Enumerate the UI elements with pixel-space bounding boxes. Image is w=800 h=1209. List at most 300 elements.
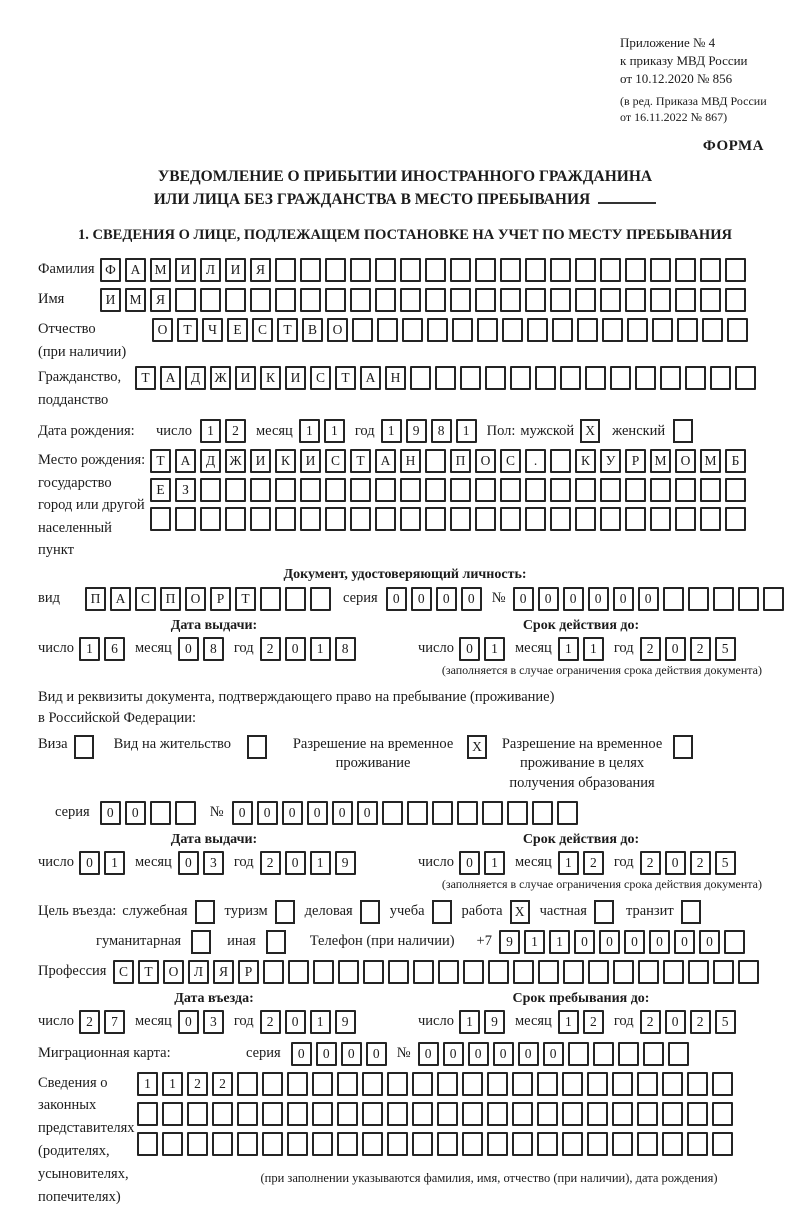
- char-cell[interactable]: 0: [563, 587, 584, 611]
- char-cell[interactable]: [612, 1072, 633, 1096]
- char-cell[interactable]: 9: [335, 851, 356, 875]
- char-cell[interactable]: [375, 288, 396, 312]
- char-cell[interactable]: 3: [203, 1010, 224, 1034]
- char-cell[interactable]: [413, 960, 434, 984]
- char-cell[interactable]: [275, 258, 296, 282]
- char-cell[interactable]: [162, 1132, 183, 1156]
- char-cell[interactable]: 0: [574, 930, 595, 954]
- char-cell[interactable]: [387, 1072, 408, 1096]
- char-cell[interactable]: [425, 507, 446, 531]
- char-cell[interactable]: [387, 1102, 408, 1126]
- char-cell[interactable]: И: [250, 449, 271, 473]
- char-cell[interactable]: [575, 478, 596, 502]
- char-cell[interactable]: [725, 258, 746, 282]
- char-cell[interactable]: [585, 366, 606, 390]
- char-cell[interactable]: [482, 801, 503, 825]
- char-cell[interactable]: М: [125, 288, 146, 312]
- char-cell[interactable]: 7: [104, 1010, 125, 1034]
- char-cell[interactable]: Л: [188, 960, 209, 984]
- char-cell[interactable]: [588, 960, 609, 984]
- char-cell[interactable]: 6: [104, 637, 125, 661]
- char-cell[interactable]: Т: [150, 449, 171, 473]
- char-cell[interactable]: [500, 288, 521, 312]
- char-cell[interactable]: [562, 1072, 583, 1096]
- char-cell[interactable]: [457, 801, 478, 825]
- char-cell[interactable]: 0: [316, 1042, 337, 1066]
- char-cell[interactable]: [512, 1102, 533, 1126]
- char-cell[interactable]: [450, 258, 471, 282]
- char-cell[interactable]: [425, 449, 446, 473]
- char-cell[interactable]: 0: [543, 1042, 564, 1066]
- char-cell[interactable]: О: [475, 449, 496, 473]
- char-cell[interactable]: [175, 288, 196, 312]
- char-cell[interactable]: 0: [459, 637, 480, 661]
- char-cell[interactable]: [687, 1072, 708, 1096]
- char-cell[interactable]: [525, 478, 546, 502]
- char-cell[interactable]: [587, 1072, 608, 1096]
- char-cell[interactable]: [410, 366, 431, 390]
- char-cell[interactable]: 2: [640, 851, 661, 875]
- char-cell[interactable]: [712, 1072, 733, 1096]
- char-cell[interactable]: [650, 258, 671, 282]
- char-cell[interactable]: [713, 587, 734, 611]
- char-cell[interactable]: [668, 1042, 689, 1066]
- char-cell[interactable]: 0: [674, 930, 695, 954]
- char-cell[interactable]: [677, 318, 698, 342]
- char-cell[interactable]: .: [525, 449, 546, 473]
- char-cell[interactable]: [638, 960, 659, 984]
- char-cell[interactable]: Н: [385, 366, 406, 390]
- char-cell[interactable]: Т: [135, 366, 156, 390]
- char-cell[interactable]: [600, 478, 621, 502]
- char-cell[interactable]: 2: [640, 1010, 661, 1034]
- char-cell[interactable]: [212, 1132, 233, 1156]
- char-cell[interactable]: Ф: [100, 258, 121, 282]
- char-cell[interactable]: 1: [558, 1010, 579, 1034]
- char-cell[interactable]: [325, 478, 346, 502]
- char-cell[interactable]: [462, 1072, 483, 1096]
- char-cell[interactable]: 1: [484, 637, 505, 661]
- char-cell[interactable]: 3: [203, 851, 224, 875]
- purpose-official-checkbox[interactable]: [195, 900, 215, 924]
- char-cell[interactable]: [313, 960, 334, 984]
- char-cell[interactable]: 0: [461, 587, 482, 611]
- char-cell[interactable]: [602, 318, 623, 342]
- char-cell[interactable]: О: [327, 318, 348, 342]
- char-cell[interactable]: [300, 288, 321, 312]
- char-cell[interactable]: [275, 478, 296, 502]
- char-cell[interactable]: 1: [137, 1072, 158, 1096]
- char-cell[interactable]: [562, 1102, 583, 1126]
- char-cell[interactable]: [388, 960, 409, 984]
- char-cell[interactable]: 1: [558, 851, 579, 875]
- char-cell[interactable]: 0: [307, 801, 328, 825]
- purpose-work-checkbox[interactable]: X: [510, 900, 530, 924]
- char-cell[interactable]: [587, 1132, 608, 1156]
- char-cell[interactable]: [475, 288, 496, 312]
- char-cell[interactable]: [137, 1102, 158, 1126]
- char-cell[interactable]: И: [285, 366, 306, 390]
- char-cell[interactable]: [250, 288, 271, 312]
- char-cell[interactable]: [377, 318, 398, 342]
- char-cell[interactable]: 0: [285, 851, 306, 875]
- char-cell[interactable]: [250, 507, 271, 531]
- char-cell[interactable]: [337, 1102, 358, 1126]
- purpose-transit-checkbox[interactable]: [681, 900, 701, 924]
- char-cell[interactable]: Ч: [202, 318, 223, 342]
- char-cell[interactable]: [500, 507, 521, 531]
- char-cell[interactable]: [525, 288, 546, 312]
- char-cell[interactable]: У: [600, 449, 621, 473]
- char-cell[interactable]: 0: [638, 587, 659, 611]
- char-cell[interactable]: Д: [185, 366, 206, 390]
- char-cell[interactable]: [150, 507, 171, 531]
- char-cell[interactable]: [438, 960, 459, 984]
- char-cell[interactable]: 0: [624, 930, 645, 954]
- char-cell[interactable]: 0: [125, 801, 146, 825]
- char-cell[interactable]: [262, 1102, 283, 1126]
- char-cell[interactable]: [362, 1072, 383, 1096]
- char-cell[interactable]: [650, 478, 671, 502]
- char-cell[interactable]: М: [150, 258, 171, 282]
- char-cell[interactable]: 0: [436, 587, 457, 611]
- char-cell[interactable]: М: [700, 449, 721, 473]
- char-cell[interactable]: [725, 507, 746, 531]
- char-cell[interactable]: [275, 288, 296, 312]
- purpose-other-checkbox[interactable]: [266, 930, 286, 954]
- char-cell[interactable]: [738, 587, 759, 611]
- char-cell[interactable]: 0: [665, 1010, 686, 1034]
- char-cell[interactable]: [262, 1072, 283, 1096]
- char-cell[interactable]: [512, 1072, 533, 1096]
- char-cell[interactable]: [537, 1132, 558, 1156]
- char-cell[interactable]: 0: [79, 851, 100, 875]
- char-cell[interactable]: М: [650, 449, 671, 473]
- char-cell[interactable]: [225, 507, 246, 531]
- char-cell[interactable]: [475, 507, 496, 531]
- char-cell[interactable]: [137, 1132, 158, 1156]
- char-cell[interactable]: [488, 960, 509, 984]
- char-cell[interactable]: [635, 366, 656, 390]
- char-cell[interactable]: 8: [335, 637, 356, 661]
- char-cell[interactable]: 0: [649, 930, 670, 954]
- char-cell[interactable]: [437, 1072, 458, 1096]
- char-cell[interactable]: 1: [200, 419, 221, 443]
- char-cell[interactable]: [687, 1132, 708, 1156]
- char-cell[interactable]: Т: [177, 318, 198, 342]
- char-cell[interactable]: [187, 1102, 208, 1126]
- char-cell[interactable]: А: [110, 587, 131, 611]
- char-cell[interactable]: [500, 258, 521, 282]
- char-cell[interactable]: [652, 318, 673, 342]
- char-cell[interactable]: 8: [203, 637, 224, 661]
- char-cell[interactable]: 0: [357, 801, 378, 825]
- char-cell[interactable]: Ж: [225, 449, 246, 473]
- char-cell[interactable]: 0: [513, 587, 534, 611]
- char-cell[interactable]: Е: [227, 318, 248, 342]
- char-cell[interactable]: [662, 1132, 683, 1156]
- char-cell[interactable]: [650, 507, 671, 531]
- char-cell[interactable]: Е: [150, 478, 171, 502]
- char-cell[interactable]: И: [225, 258, 246, 282]
- char-cell[interactable]: [618, 1042, 639, 1066]
- char-cell[interactable]: [550, 478, 571, 502]
- char-cell[interactable]: С: [310, 366, 331, 390]
- char-cell[interactable]: [187, 1132, 208, 1156]
- char-cell[interactable]: [550, 449, 571, 473]
- char-cell[interactable]: И: [100, 288, 121, 312]
- char-cell[interactable]: С: [135, 587, 156, 611]
- char-cell[interactable]: [412, 1132, 433, 1156]
- char-cell[interactable]: 1: [484, 851, 505, 875]
- char-cell[interactable]: [702, 318, 723, 342]
- char-cell[interactable]: И: [235, 366, 256, 390]
- char-cell[interactable]: Р: [238, 960, 259, 984]
- char-cell[interactable]: [150, 801, 171, 825]
- char-cell[interactable]: [712, 1102, 733, 1126]
- char-cell[interactable]: [563, 960, 584, 984]
- char-cell[interactable]: [662, 1102, 683, 1126]
- char-cell[interactable]: А: [375, 449, 396, 473]
- char-cell[interactable]: Т: [235, 587, 256, 611]
- char-cell[interactable]: 0: [178, 851, 199, 875]
- char-cell[interactable]: [350, 478, 371, 502]
- char-cell[interactable]: [212, 1102, 233, 1126]
- char-cell[interactable]: [593, 1042, 614, 1066]
- char-cell[interactable]: [325, 507, 346, 531]
- char-cell[interactable]: [627, 318, 648, 342]
- char-cell[interactable]: 0: [443, 1042, 464, 1066]
- char-cell[interactable]: А: [160, 366, 181, 390]
- char-cell[interactable]: [312, 1132, 333, 1156]
- char-cell[interactable]: 9: [499, 930, 520, 954]
- char-cell[interactable]: [338, 960, 359, 984]
- purpose-private-checkbox[interactable]: [594, 900, 614, 924]
- char-cell[interactable]: [162, 1102, 183, 1126]
- char-cell[interactable]: [287, 1102, 308, 1126]
- char-cell[interactable]: [675, 478, 696, 502]
- char-cell[interactable]: [475, 258, 496, 282]
- char-cell[interactable]: [452, 318, 473, 342]
- char-cell[interactable]: [350, 288, 371, 312]
- char-cell[interactable]: [462, 1102, 483, 1126]
- char-cell[interactable]: [487, 1132, 508, 1156]
- char-cell[interactable]: [450, 507, 471, 531]
- purpose-humanitarian-checkbox[interactable]: [191, 930, 211, 954]
- char-cell[interactable]: Д: [200, 449, 221, 473]
- char-cell[interactable]: [477, 318, 498, 342]
- char-cell[interactable]: 0: [341, 1042, 362, 1066]
- residence-permit-checkbox[interactable]: [247, 735, 267, 759]
- char-cell[interactable]: [427, 318, 448, 342]
- char-cell[interactable]: [643, 1042, 664, 1066]
- char-cell[interactable]: [637, 1132, 658, 1156]
- char-cell[interactable]: [237, 1072, 258, 1096]
- char-cell[interactable]: [200, 288, 221, 312]
- char-cell[interactable]: Я: [150, 288, 171, 312]
- char-cell[interactable]: 0: [282, 801, 303, 825]
- char-cell[interactable]: [560, 366, 581, 390]
- char-cell[interactable]: Т: [335, 366, 356, 390]
- char-cell[interactable]: [625, 507, 646, 531]
- char-cell[interactable]: [710, 366, 731, 390]
- char-cell[interactable]: [300, 507, 321, 531]
- char-cell[interactable]: П: [85, 587, 106, 611]
- char-cell[interactable]: [375, 507, 396, 531]
- char-cell[interactable]: [237, 1102, 258, 1126]
- char-cell[interactable]: Т: [350, 449, 371, 473]
- char-cell[interactable]: [362, 1102, 383, 1126]
- char-cell[interactable]: [375, 258, 396, 282]
- char-cell[interactable]: 1: [79, 637, 100, 661]
- char-cell[interactable]: С: [252, 318, 273, 342]
- char-cell[interactable]: [512, 1132, 533, 1156]
- char-cell[interactable]: 9: [484, 1010, 505, 1034]
- char-cell[interactable]: Р: [210, 587, 231, 611]
- char-cell[interactable]: [487, 1072, 508, 1096]
- char-cell[interactable]: С: [113, 960, 134, 984]
- char-cell[interactable]: 2: [260, 1010, 281, 1034]
- char-cell[interactable]: [532, 801, 553, 825]
- char-cell[interactable]: Б: [725, 449, 746, 473]
- char-cell[interactable]: [763, 587, 784, 611]
- char-cell[interactable]: А: [360, 366, 381, 390]
- char-cell[interactable]: [587, 1102, 608, 1126]
- char-cell[interactable]: [337, 1072, 358, 1096]
- char-cell[interactable]: [575, 288, 596, 312]
- char-cell[interactable]: [550, 507, 571, 531]
- char-cell[interactable]: Н: [400, 449, 421, 473]
- char-cell[interactable]: [412, 1072, 433, 1096]
- char-cell[interactable]: [613, 960, 634, 984]
- char-cell[interactable]: [625, 258, 646, 282]
- char-cell[interactable]: [407, 801, 428, 825]
- char-cell[interactable]: [600, 507, 621, 531]
- char-cell[interactable]: [400, 507, 421, 531]
- char-cell[interactable]: 8: [431, 419, 452, 443]
- char-cell[interactable]: 0: [468, 1042, 489, 1066]
- purpose-study-checkbox[interactable]: [432, 900, 452, 924]
- char-cell[interactable]: [685, 366, 706, 390]
- char-cell[interactable]: [675, 288, 696, 312]
- char-cell[interactable]: 0: [366, 1042, 387, 1066]
- char-cell[interactable]: [382, 801, 403, 825]
- char-cell[interactable]: [287, 1132, 308, 1156]
- char-cell[interactable]: 2: [79, 1010, 100, 1034]
- char-cell[interactable]: А: [125, 258, 146, 282]
- char-cell[interactable]: [450, 288, 471, 312]
- char-cell[interactable]: [568, 1042, 589, 1066]
- char-cell[interactable]: [724, 930, 745, 954]
- char-cell[interactable]: [507, 801, 528, 825]
- char-cell[interactable]: [637, 1072, 658, 1096]
- char-cell[interactable]: 0: [599, 930, 620, 954]
- char-cell[interactable]: [260, 587, 281, 611]
- purpose-business-checkbox[interactable]: [360, 900, 380, 924]
- char-cell[interactable]: [725, 478, 746, 502]
- char-cell[interactable]: [425, 288, 446, 312]
- char-cell[interactable]: [735, 366, 756, 390]
- char-cell[interactable]: [432, 801, 453, 825]
- char-cell[interactable]: [552, 318, 573, 342]
- char-cell[interactable]: [675, 507, 696, 531]
- char-cell[interactable]: [450, 478, 471, 502]
- char-cell[interactable]: 0: [178, 637, 199, 661]
- char-cell[interactable]: [550, 288, 571, 312]
- char-cell[interactable]: [325, 258, 346, 282]
- char-cell[interactable]: [460, 366, 481, 390]
- char-cell[interactable]: [700, 507, 721, 531]
- char-cell[interactable]: 1: [104, 851, 125, 875]
- char-cell[interactable]: П: [160, 587, 181, 611]
- char-cell[interactable]: [362, 1132, 383, 1156]
- char-cell[interactable]: Я: [213, 960, 234, 984]
- char-cell[interactable]: [525, 507, 546, 531]
- char-cell[interactable]: 9: [335, 1010, 356, 1034]
- char-cell[interactable]: [350, 258, 371, 282]
- char-cell[interactable]: [687, 1102, 708, 1126]
- char-cell[interactable]: 0: [493, 1042, 514, 1066]
- char-cell[interactable]: Т: [138, 960, 159, 984]
- char-cell[interactable]: И: [300, 449, 321, 473]
- char-cell[interactable]: [300, 478, 321, 502]
- char-cell[interactable]: [537, 1072, 558, 1096]
- char-cell[interactable]: П: [450, 449, 471, 473]
- char-cell[interactable]: [575, 507, 596, 531]
- char-cell[interactable]: [485, 366, 506, 390]
- char-cell[interactable]: [310, 587, 331, 611]
- char-cell[interactable]: 1: [558, 637, 579, 661]
- char-cell[interactable]: [557, 801, 578, 825]
- char-cell[interactable]: [435, 366, 456, 390]
- char-cell[interactable]: [510, 366, 531, 390]
- char-cell[interactable]: [437, 1132, 458, 1156]
- char-cell[interactable]: [537, 1102, 558, 1126]
- char-cell[interactable]: 2: [260, 637, 281, 661]
- char-cell[interactable]: [612, 1102, 633, 1126]
- char-cell[interactable]: [287, 1072, 308, 1096]
- char-cell[interactable]: [487, 1102, 508, 1126]
- char-cell[interactable]: [437, 1102, 458, 1126]
- char-cell[interactable]: 0: [386, 587, 407, 611]
- char-cell[interactable]: 0: [459, 851, 480, 875]
- char-cell[interactable]: [712, 1132, 733, 1156]
- char-cell[interactable]: [363, 960, 384, 984]
- char-cell[interactable]: 0: [285, 1010, 306, 1034]
- temp-residence-edu-checkbox[interactable]: [673, 735, 693, 759]
- char-cell[interactable]: 1: [381, 419, 402, 443]
- char-cell[interactable]: [285, 587, 306, 611]
- char-cell[interactable]: 1: [456, 419, 477, 443]
- char-cell[interactable]: [725, 288, 746, 312]
- char-cell[interactable]: [425, 478, 446, 502]
- char-cell[interactable]: 0: [232, 801, 253, 825]
- char-cell[interactable]: О: [185, 587, 206, 611]
- char-cell[interactable]: З: [175, 478, 196, 502]
- char-cell[interactable]: [502, 318, 523, 342]
- char-cell[interactable]: [662, 1072, 683, 1096]
- char-cell[interactable]: [175, 801, 196, 825]
- char-cell[interactable]: [727, 318, 748, 342]
- char-cell[interactable]: [688, 587, 709, 611]
- char-cell[interactable]: [660, 366, 681, 390]
- char-cell[interactable]: [312, 1102, 333, 1126]
- char-cell[interactable]: С: [500, 449, 521, 473]
- char-cell[interactable]: [250, 478, 271, 502]
- char-cell[interactable]: [400, 478, 421, 502]
- char-cell[interactable]: [625, 478, 646, 502]
- char-cell[interactable]: И: [175, 258, 196, 282]
